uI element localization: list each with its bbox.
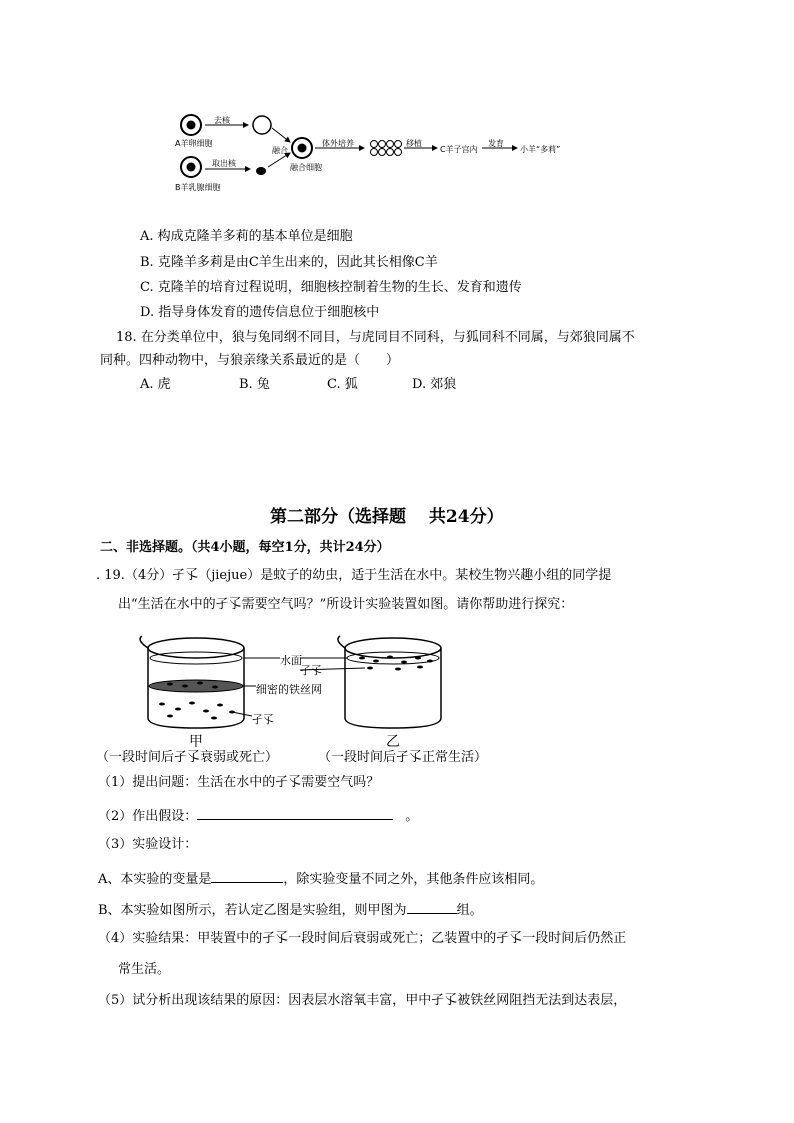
q19-step2-prefix: （2）作出假设： [98,809,198,824]
hypothesis-blank[interactable] [197,807,393,820]
q19-step4-line2: 常生活。 [118,962,171,977]
beaker-yi [338,636,441,728]
mesh-label: 细密的铁丝网 [256,683,322,696]
q19-step-a-suffix: ，除实验变量不同之外，其他条件应该相同。 [283,872,544,887]
q19-step3: （3）实验设计： [98,837,198,852]
q18-line2: 同种。四种动物中，与狼亲缘关系最近的是（ ） [100,353,400,368]
part2-title: 第二部分（选择题 共24分） [270,507,504,527]
group-blank[interactable] [407,901,457,914]
q18-option-d: D. 郊狼 [412,377,457,392]
fused-cell-label: 融合细胞 [290,163,322,172]
q19-line1: . 19.（4分）孑孓（jiejue）是蚊子的幼虫，适于生活在水中。某校生物兴趣小组的同学提 [96,568,612,583]
water-surface-label: 水面 [280,654,302,667]
q19-step4-line1: （4）实验结果：甲装置中的孑孓一段时间后衰弱或死亡；乙装置中的孑孓一段时间后仍然正 [98,931,627,946]
larva-left-label: 孑孓 [252,713,274,726]
q18-option-a: A. 虎 [140,377,171,392]
q17-option-b: B. 克隆羊多莉是由C羊生出来的，因此其长相像C羊 [140,255,438,270]
larva-right-label: 孑孓 [300,664,322,677]
q19-step-b-prefix: B、本实验如图所示，若认定乙图是实验组，则甲图为 [98,903,407,918]
q19-step-a-prefix: A、本实验的变量是 [98,872,212,887]
q19-step-b-suffix: 组。 [456,903,483,918]
beaker-jia-label: 甲 [189,734,203,750]
q18-option-b: B. 兔 [239,377,270,392]
uterus-label: C羊子宫内 [440,145,478,154]
q19-step-a [98,870,543,886]
q19-step2 [98,807,418,823]
in-vitro-culture-label: 体外培养 [322,139,354,148]
q17-option-a: A. 构成克隆羊多莉的基本单位是细胞 [140,229,353,244]
remove-nucleus-label: 去核 [214,116,230,125]
q17-option-c: C. 克隆羊的培育过程说明，细胞核控制着生物的生长、发育和遗传 [140,280,522,295]
extract-nucleus-label: 取出核 [212,159,236,168]
q17-option-d: D. 指导身体发育的遗传信息位于细胞核中 [140,305,380,320]
a-cell-label: A羊卵细胞 [175,139,213,148]
caption-right: （一段时间后孑孓正常生活） [318,750,488,765]
fusion-label: 融合 [272,146,288,155]
q19-step-b [98,901,483,917]
q19-step2-suffix: 。 [405,809,419,824]
q18-option-c: C. 狐 [327,377,358,392]
lamb-label: 小羊“多莉” [520,145,561,154]
variable-blank[interactable] [211,870,283,883]
q19-step5: （5）试分析出现该结果的原因：因表层水溶氧丰富，甲中孑孓被铁丝网阻挡无法到达表层， [98,993,627,1008]
transplant-label: 移植 [406,139,422,148]
b-cell-label: B羊乳腺细胞 [175,183,221,192]
section-heading: 二、非选择题。（共4小题，每空1分，共计24分） [100,540,390,555]
q19-step1: （1）提出问题：生活在水中的孑孓需要空气吗？ [98,775,380,790]
beaker-yi-label: 乙 [386,734,400,750]
q19-line2: 出“生活在水中的孑孓需要空气吗？”所设计实验装置如图。请你帮助进行探究： [118,597,574,612]
caption-left: （一段时间后孑孓衰弱或死亡） [96,750,279,765]
q18-line1: 18. 在分类单位中，狼与兔同纲不同目，与虎同目不同科，与狐同科不同属，与郊狼同属不 [116,330,635,345]
develop-label: 发育 [488,139,504,148]
wire-mesh [149,680,243,692]
